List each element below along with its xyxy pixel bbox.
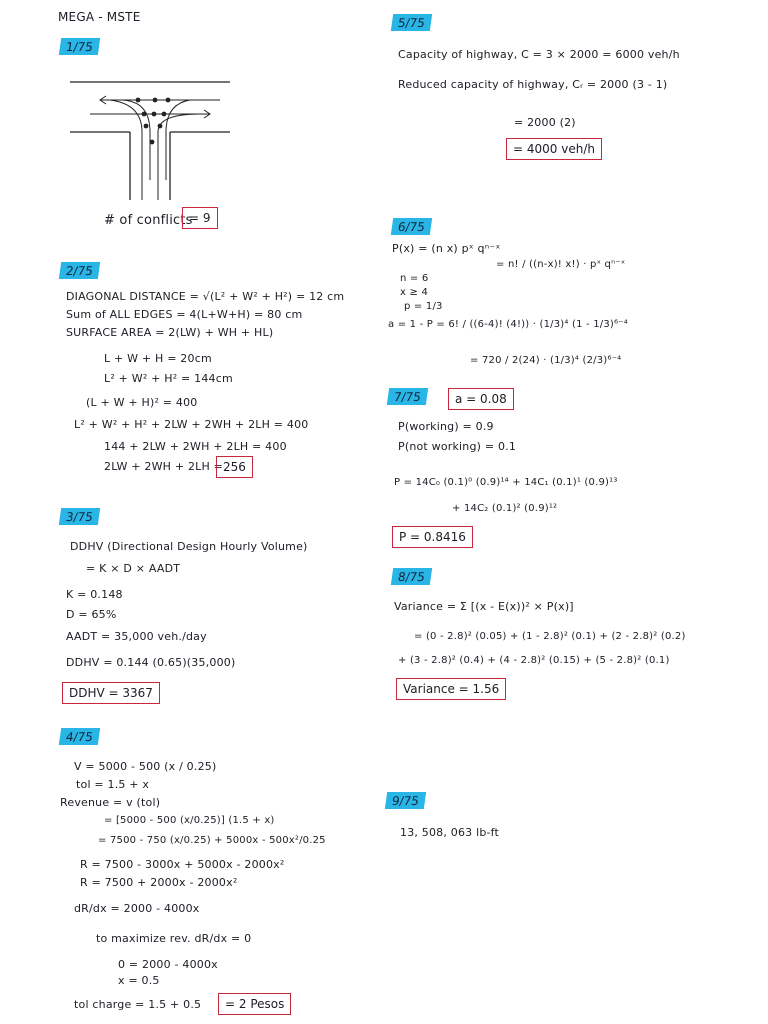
p4-line: x = 0.5 (118, 974, 160, 987)
p4-line: = [5000 - 500 (x/0.25)] (1.5 + x) (104, 815, 275, 826)
p4-line: to maximize rev. dR/dx = 0 (96, 932, 252, 945)
problem-tag-9: 9/75 (385, 792, 426, 809)
p6-line: a = 1 - P = 6! / ((6-4)! (4!)) · (1/3)⁴ (1 - 1/3)⁶⁻⁴ (388, 319, 628, 330)
p3-line: D = 65% (66, 608, 117, 621)
p7-line: P(not working) = 0.1 (398, 440, 517, 453)
p2-line: 144 + 2LW + 2WH + 2LH = 400 (104, 440, 287, 453)
p2-line: (L + W + H)² = 400 (86, 396, 198, 409)
p2-line: L + W + H = 20cm (104, 352, 212, 365)
p2-answer-box: 256 (216, 456, 253, 478)
p2-line: SURFACE AREA = 2(LW) + WH + HL) (66, 326, 274, 339)
p4-line: Revenue = v (tol) (60, 796, 161, 809)
p8-answer-box: Variance = 1.56 (396, 678, 506, 700)
p5-line: Reduced capacity of highway, Cᵣ = 2000 (3 - 1) (398, 78, 668, 91)
p4-answer-box: = 2 Pesos (218, 993, 291, 1015)
p6-line: p = 1/3 (404, 301, 443, 312)
p3-line: AADT = 35,000 veh./day (66, 630, 207, 643)
p7-line: + 14C₂ (0.1)² (0.9)¹² (452, 503, 558, 514)
p6-line: P(x) = (n x) pˣ qⁿ⁻ˣ (392, 242, 501, 255)
p4-line: R = 7500 + 2000x - 2000x² (80, 876, 238, 889)
conflicts-answer-box: = 9 (182, 207, 218, 229)
p6-answer-box: a = 0.08 (448, 388, 514, 410)
problem-tag-5: 5/75 (391, 14, 432, 31)
p7-line: P = 14C₀ (0.1)⁰ (0.9)¹⁴ + 14C₁ (0.1)¹ (0.9)¹³ (394, 477, 618, 488)
p2-line: L² + W² + H² = 144cm (104, 372, 233, 385)
p5-answer-box: = 4000 veh/h (506, 138, 602, 160)
p4-line: R = 7500 - 3000x + 5000x - 2000x² (80, 858, 285, 871)
p7-line: P(working) = 0.9 (398, 420, 494, 433)
p3-line: K = 0.148 (66, 588, 123, 601)
p2-line: DIAGONAL DISTANCE = √(L² + W² + H²) = 12 cm (66, 290, 345, 303)
p3-line: DDHV (Directional Design Hourly Volume) (70, 540, 308, 553)
p5-line: Capacity of highway, C = 3 × 2000 = 6000 veh/h (398, 48, 680, 61)
problem-tag-3: 3/75 (59, 508, 100, 525)
p4-line: = 7500 - 750 (x/0.25) + 5000x - 500x²/0.25 (98, 835, 326, 846)
page-title: MEGA - MSTE (58, 10, 141, 24)
p6-line: = n! / ((n-x)! x!) · pˣ qⁿ⁻ˣ (496, 259, 626, 270)
p6-line: = 720 / 2(24) · (1/3)⁴ (2/3)⁶⁻⁴ (470, 355, 622, 366)
p2-line: 2LW + 2WH + 2LH = (104, 460, 224, 473)
problem-tag-6: 6/75 (391, 218, 432, 235)
problem-tag-7: 7/75 (387, 388, 428, 405)
p4-line: 0 = 2000 - 4000x (118, 958, 218, 971)
p4-line: dR/dx = 2000 - 4000x (74, 902, 200, 915)
p3-line: = K × D × AADT (86, 562, 181, 575)
p8-line: = (0 - 2.8)² (0.05) + (1 - 2.8)² (0.1) + (2 - 2.8)² (0.2) (414, 631, 686, 642)
p6-line: n = 6 (400, 273, 429, 284)
p4-line: V = 5000 - 500 (x / 0.25) (74, 760, 217, 773)
p2-line: Sum of ALL EDGES = 4(L+W+H) = 80 cm (66, 308, 303, 321)
p5-line: = 2000 (2) (514, 116, 576, 129)
p6-line: x ≥ 4 (400, 287, 429, 298)
problem-tag-2: 2/75 (59, 262, 100, 279)
intersection-conflict-diagram (60, 70, 230, 200)
p4-line: tol charge = 1.5 + 0.5 (74, 998, 202, 1011)
p9-line: 13, 508, 063 lb-ft (400, 826, 500, 839)
p8-line: + (3 - 2.8)² (0.4) + (4 - 2.8)² (0.15) + (5 - 2.8)² (0.1) (398, 655, 670, 666)
p3-answer-box: DDHV = 3367 (62, 682, 160, 704)
conflicts-label: # of conflicts (104, 213, 193, 228)
problem-tag-1: 1/75 (59, 38, 100, 55)
problem-tag-4: 4/75 (59, 728, 100, 745)
problem-tag-8: 8/75 (391, 568, 432, 585)
p3-line: DDHV = 0.144 (0.65)(35,000) (66, 656, 236, 669)
p8-line: Variance = Σ [(x - E(x))² × P(x)] (394, 600, 574, 613)
p7-answer-box: P = 0.8416 (392, 526, 473, 548)
p4-line: tol = 1.5 + x (76, 778, 150, 791)
p2-line: L² + W² + H² + 2LW + 2WH + 2LH = 400 (74, 418, 309, 431)
